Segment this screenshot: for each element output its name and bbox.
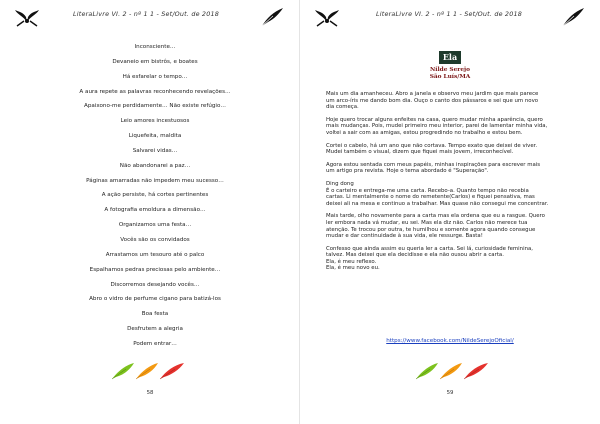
text-line: Mais um dia amanheceu. Abro a janela e observo meu jardim que mais parece (326, 91, 539, 97)
text-line: dia começa. (326, 104, 359, 111)
text-line: um artigo pra revista. Hoje o tema abordado é "Superação". (326, 168, 489, 175)
page-header (314, 6, 586, 28)
text-line: Cortei o cabelo, há um ano que não cortava. Tempo exato que deixei de viver. (326, 142, 538, 149)
poem-line: Devaneio em bistrôs, e boates (112, 58, 198, 65)
text-line: atenção. Te trocou por outra, te humilhou e somente agora quando consegue (326, 226, 536, 233)
poem-line: Discorremos desejando vocês… (110, 281, 200, 288)
feather-icon (416, 363, 438, 379)
feather-icon (112, 363, 134, 379)
paragraph (326, 246, 588, 272)
text-line: um arco-íris me dando bom dia. Ouço o canto dos pássaros e sei que um novo (326, 97, 539, 104)
paragraph (326, 117, 588, 137)
feather-icon (259, 6, 285, 28)
article-title: Ela (439, 51, 461, 64)
poem-line: Liquefeita, maldita (128, 133, 182, 140)
paragraph (326, 213, 588, 239)
poem-line: Inconsciente… (134, 44, 176, 50)
feather-icon (160, 363, 184, 379)
feather-icon (136, 363, 158, 379)
article-author: Nilde Serejo (429, 67, 471, 73)
page-number: 58 (146, 390, 154, 396)
poem-line: Espalhamos pedras preciosas pelo ambiente… (89, 266, 221, 273)
text-line: Hoje quero trocar alguns enfeites na casa, quero mudar minha aparência, quero (326, 116, 543, 123)
poem-line: A aura repete as palavras reconhecendo revelações… (79, 88, 231, 95)
poem-line: A ação persiste, há cortes pertinentes (101, 192, 209, 199)
article-title-block (300, 45, 600, 81)
poem-line: Páginas amarradas não impedem meu sucesso… (86, 177, 224, 184)
page-header (14, 6, 285, 28)
poem (40, 44, 270, 356)
bird-wings-icon (314, 6, 340, 28)
poem-line: Organizamos uma festa… (118, 222, 192, 229)
poem-line: Há esfarelar o tempo… (122, 73, 188, 80)
paragraph (326, 162, 588, 175)
paragraph (326, 91, 588, 111)
feather-decoration-icon (108, 360, 188, 382)
text-line: deixei ali na mesa e continuo a trabalhar. Mas quase não consegui me concentrar. (326, 200, 549, 207)
feather-icon (464, 363, 488, 379)
text-line: ler embora nada vá mudar, eu sei. Mas ela diz não. Carlos não merece tua (326, 219, 528, 226)
poem-line: Desfrutem a alegria (127, 326, 183, 333)
poem-line: Salvarei vidas… (132, 147, 178, 154)
text-line: Mais tarde, olho novamente para a carta mas ela ordena que eu a rasgue. Quero (326, 213, 545, 220)
poem-line: Arrastamos um tesouro até o palco (105, 251, 205, 258)
text-line: Ela, é meu reflexo. (326, 258, 377, 265)
header-title: LiteraLivre VI. 2 - nº 1 1 - Set/Out. de 2018 (376, 10, 522, 18)
feather-icon (440, 363, 462, 379)
header-title: LiteraLivre VI. 2 - nº 1 1 - Set/Out. de 2018 (73, 10, 219, 18)
bird-wings-icon (14, 6, 40, 28)
poem-line: Boa festa (141, 311, 169, 318)
poem-line: Podem entrar… (133, 340, 177, 347)
poem-line: Abro o vidro de perfume cigano para batizá-los (89, 296, 221, 303)
feather-icon (560, 6, 586, 28)
paragraph (326, 181, 588, 207)
poem-line: A fotografia emoldura a dimensão… (104, 207, 206, 214)
page-right (300, 0, 600, 424)
article-body (326, 91, 588, 278)
poem-line: Apaixono-me perdidamente… Não existe refúgio… (84, 103, 226, 110)
facebook-link[interactable]: https://www.facebook.com/NildeSerejoOficial/ (386, 338, 514, 344)
text-line: Agora estou sentada com meus papéis, minhas inspirações para escrever mais (326, 161, 541, 168)
text-line: mais mudanças. Pois, mudei primeiro meu interior, parei de lamentar minha vida, (326, 123, 548, 130)
paragraph (326, 143, 588, 156)
text-line: Ding dong (326, 180, 354, 187)
poem-line: Não abandonarei a paz… (119, 162, 191, 169)
text-line: voltei a sair com as amigas, estou progredindo no trabalho e estou bem. (326, 129, 523, 136)
poem-line: Leio amores incestuosos (120, 118, 190, 125)
text-line: É o carteiro e entrega-me uma carta. Recebo-a. Quanto tempo não recebia (326, 187, 529, 194)
text-line: Ela, é meu novo eu. (326, 265, 380, 272)
text-line: Confesso que ainda assim eu queria ler a carta. Sei lá, curiosidade feminina, (326, 245, 534, 252)
feather-decoration-icon (412, 360, 492, 382)
text-line: cartas. Li mentalmente o nome do remetente(Carlos) e fiquei pensativa, mas (326, 194, 535, 201)
poem-line: Vocês são os convidados (120, 236, 190, 243)
article-place: São Luís/MA (429, 74, 471, 80)
text-line: talvez. Mas deixei que ela decidisse e ela não ousou abrir a carta. (326, 252, 504, 259)
text-line: Mudei também o visual, dizem que fiquei mais jovem, irreconhecível. (326, 149, 514, 156)
page-number: 59 (446, 390, 454, 396)
text-line: mudar e dar continuidade à sua vida, ele ressurge. Basta! (326, 233, 483, 240)
